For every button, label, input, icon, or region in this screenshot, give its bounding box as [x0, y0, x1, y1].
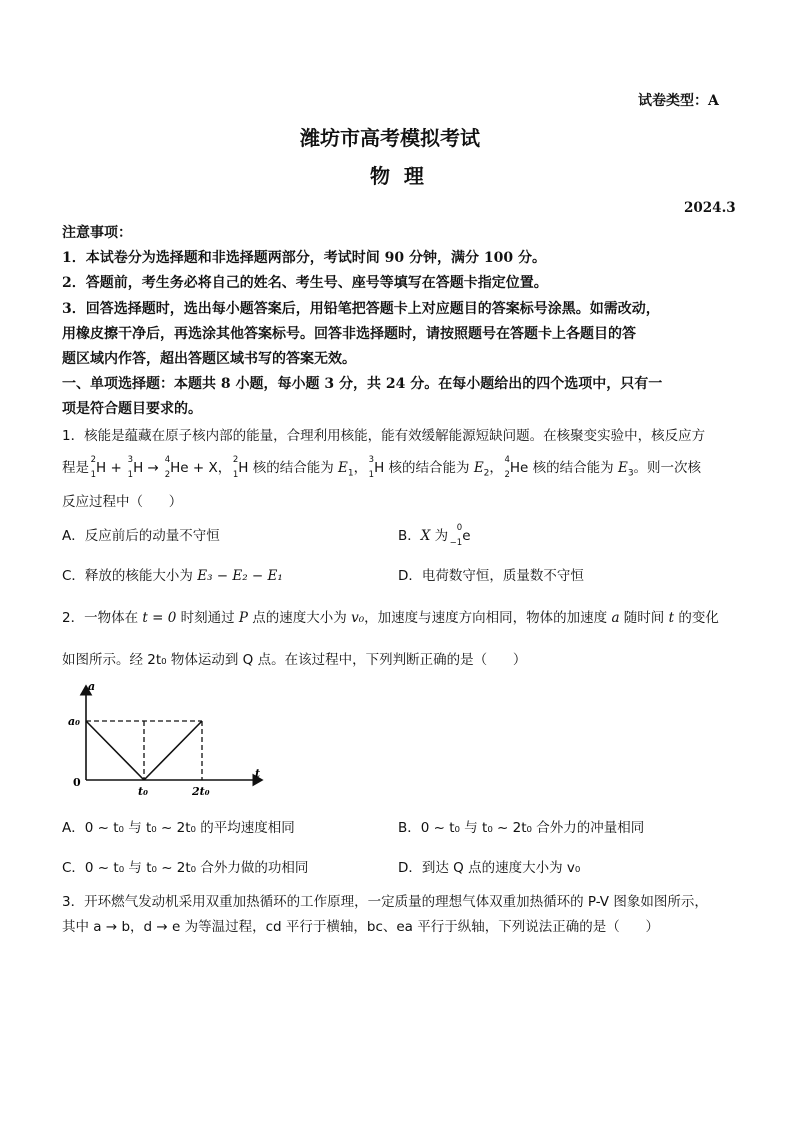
q2-stem-line1: 2．一物体在 t = 0 时刻通过 P 点的速度大小为 v₀，加速度与速度方向相同，物体的加速度 a 随时间 t 的变化 [62, 610, 719, 626]
q3-stem-line1: 3．开环燃气发动机采用双重加热循环的工作原理，一定质量的理想气体双重加热循环的 P-V 图象如图所示， [62, 894, 708, 910]
exam-title: 潍坊市高考模拟考试 [300, 126, 480, 150]
note-item: 题区域内作答，超出答题区域书写的答案无效。 [62, 351, 356, 367]
line-decreasing [86, 721, 144, 780]
note-item: 2．答题前，考生务必将自己的姓名、考生号、座号等填写在答题卡指定位置。 [62, 275, 548, 291]
origin-label: 0 [73, 776, 81, 789]
q2-option-a: A．0 ~ t₀ 与 t₀ ~ 2t₀ 的平均速度相同 [62, 820, 295, 836]
a0-label: a₀ [68, 715, 80, 728]
note-item: 1．本试卷分为选择题和非选择题两部分，考试时间 90 分钟，满分 100 分。 [62, 250, 546, 266]
q2-stem-line2: 如图所示。经 2t₀ 物体运动到 Q 点。在该过程中，下列判断正确的是（ ） [62, 652, 527, 668]
notes-heading: 注意事项： [62, 225, 132, 241]
y-axis-label: a [88, 680, 96, 693]
q2-option-b: B．0 ~ t₀ 与 t₀ ~ 2t₀ 合外力的冲量相同 [398, 820, 645, 836]
x-axis-label: t [255, 767, 261, 780]
note-item: 3．回答选择题时，选出每小题答案后，用铅笔把答题卡上对应题目的答案标号涂黑。如需改动， [62, 301, 660, 317]
q2-option-c: C．0 ~ t₀ 与 t₀ ~ 2t₀ 合外力做的功相同 [62, 860, 309, 876]
2t0-label: 2t₀ [192, 785, 210, 798]
q1-option-a: A．反应前后的动量不守恒 [62, 528, 220, 544]
q1-stem-line3: 反应过程中（ ） [62, 494, 183, 510]
q1-option-d: D．电荷数守恒，质量数不守恒 [398, 568, 584, 584]
section-heading: 一、单项选择题：本题共 8 小题，每小题 3 分，共 24 分。在每小题给出的四个选项中，只有一 [62, 376, 663, 392]
q1-option-b: B．X 为 0 −1 e [398, 523, 471, 548]
q1-stem-line1: 1．核能是蕴藏在原子核内部的能量，合理利用核能，能有效缓解能源短缺问题。在核聚变实验中，核反应方 [62, 428, 706, 444]
exam-date: 2024.3 [684, 200, 736, 216]
acceleration-time-graph [62, 676, 282, 806]
q1-stem-line2: 程是 2 1 H + 3 1 H → 4 2 He + X， 2 1 H 核的结合能为 $E_1$， 3 1 H 核的结合能为 $E_2$， 4 2 He 核的结合能为 $E_3$。则一次核 [62, 455, 702, 480]
q2-option-d: D．到达 Q 点的速度大小为 v₀ [398, 860, 581, 876]
subject-title: 物 理 [370, 164, 424, 188]
t0-label: t₀ [138, 785, 148, 798]
paper-type: 试卷类型：A [638, 93, 719, 109]
q1-option-c: C．释放的核能大小为 E₃ − E₂ − E₁ [62, 568, 283, 584]
line-increasing [144, 721, 202, 780]
section-heading-cont: 项是符合题目要求的。 [62, 401, 202, 417]
q3-stem-line2: 其中 a → b，d → e 为等温过程，cd 平行于横轴，bc、ea 平行于纵轴，下列说法正确的是（ ） [62, 919, 659, 935]
note-item: 用橡皮擦干净后，再选涂其他答案标号。回答非选择题时，请按照题号在答题卡上各题目的答 [62, 326, 636, 342]
